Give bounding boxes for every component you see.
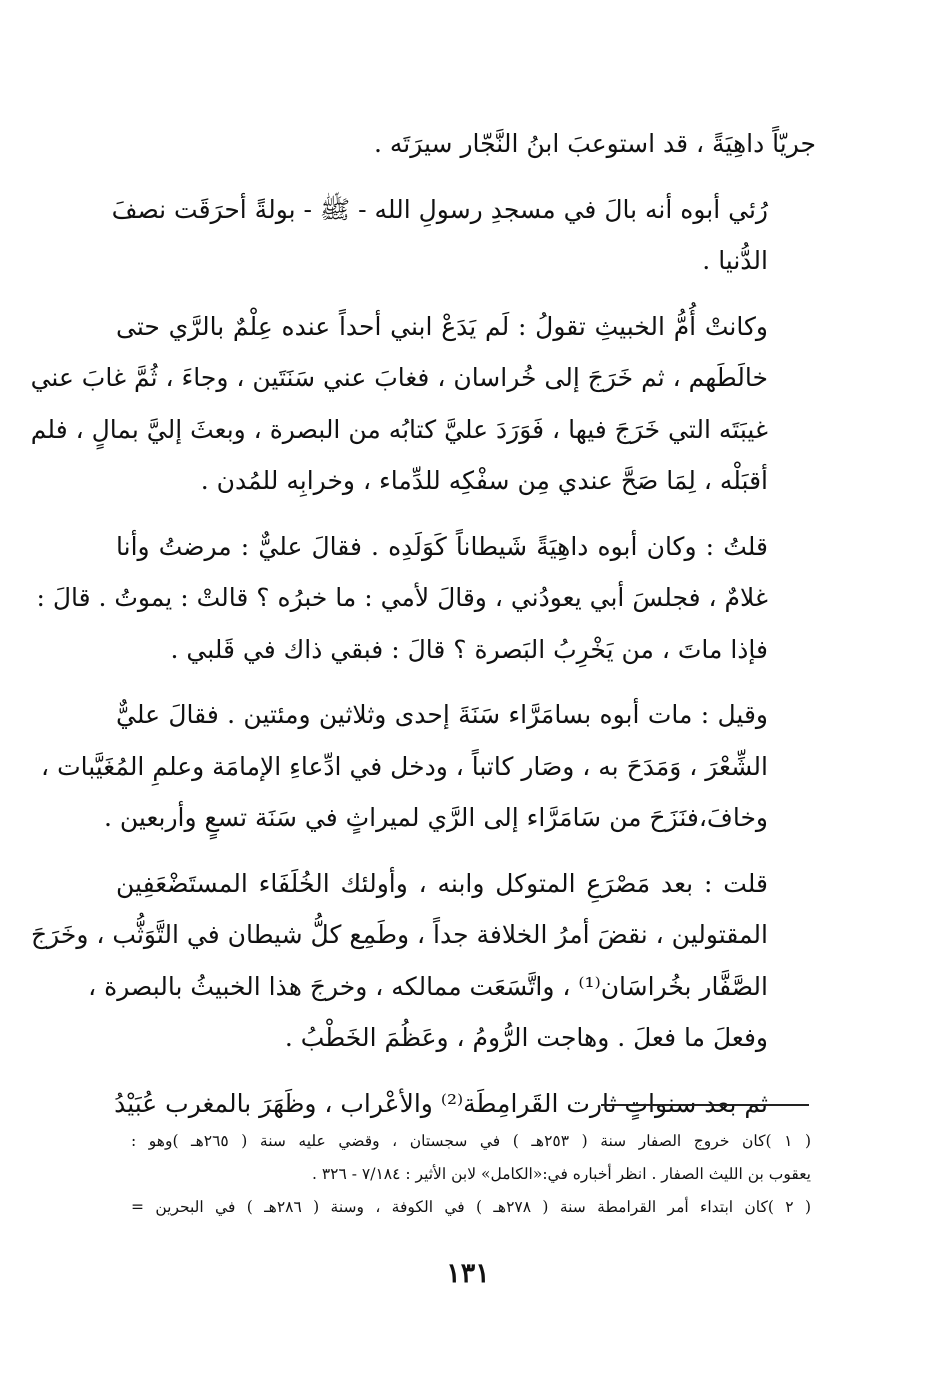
text-line: خالَطَهم ، ثم خَرَجَ إلى خُراسان ، فغابَ عني سَنَتَين ، وجاءَ ، ثُمَّ غابَ عني (30, 363, 768, 392)
text-line: غيبَتَه التي خَرَجَ فيها ، فَوَرَدَ عليَّ كتابُه من البصرة ، وبعثَ إليَّ بمالٍ ، فلم (30, 414, 768, 444)
text-line: وقيل : مات أبوه بسامَرَّاء سَنَةَ إحدى وثلاثين ومئتين . فقالَ عليٌّ (116, 700, 768, 729)
text-line: أقبَلْه ، لِمَا صَحَّ عندي مِن سفْكِه للدِّماء ، وخرابِه للمُدن . (200, 466, 768, 495)
text-line: غلامٌ ، فجلسَ أبي يعودُني ، وقالَ لأمي : ما خبرُه ؟ قالتْ : يموتُ . قالَ : (36, 583, 768, 612)
text-line: وخافَ،فنَزَحَ من سَامَرَّاء إلى الرَّي لميراثٍ في سَنَة تسعٍ وأربعين . (104, 803, 768, 832)
text-line: الشِّعْرَ ، وَمَدَحَ به ، وصَار كاتباً ، ودخل في ادِّعاءِ الإمامَة وعلمِ المُغَيَّبات ، (41, 751, 768, 781)
footnotes (131, 1125, 811, 1224)
paragraph-1 (116, 118, 816, 170)
text-line: فإذا ماتَ ، من يَخْرِبُ البَصرة ؟ قالَ : فبقي ذاك في قَلبي . (170, 634, 768, 664)
page-number: ١٣١ (446, 1258, 490, 1289)
paragraph-5 (41, 689, 816, 844)
main-text (30, 118, 816, 1143)
text-line: الصَّفَّار بخُراسَان⁽¹⁾ ، واتَّسَعَت ممالكه ، وخرجَ هذا الخبيثُ بالبصرة ، (88, 971, 768, 1001)
text-line: وكانتْ أُمُّ الخبيثِ تقولُ : لَم يَدَعْ ابني أحداً عنده عِلْمٌ بالرَّي حتى (116, 311, 768, 341)
text-line: قلتُ : وكان أبوه داهِيَةً شَيطاناً كَوَلَدِه . فقالَ عليٌّ : مرضتُ وأنا (116, 531, 768, 561)
footnote-line: ( ١ )كان خروج الصفار سنة ( ٢٥٣هـ ) في سجستان ، وقضي عليه سنة ( ٢٦٥هـ )وهو : (131, 1132, 811, 1150)
text-line: المقتولين ، نقضَ أمرُ الخلافة جداً ، وطَمِع كلُّ شيطان في التَّوَثُّب ، وخَرَجَ (31, 920, 768, 949)
footnote-line: ( ٢ )كان ابتداء أمر القرامطة سنة ( ٢٧٨هـ ) في الكوفة ، وسنة ( ٢٨٦هـ ) في البحرين = (131, 1198, 811, 1216)
paragraph-4 (36, 521, 816, 676)
footnote-line: يعقوب بن الليث الصفار . انظر أخباره في:«الكامل» لابن الأثير : ٧/١٨٤ - ٣٢٦ . (311, 1165, 811, 1183)
text-line: ثم بعد سنواتٍ ثارت القَرامِطَة⁽²⁾ والأعْراب ، وظَهَرَ بالمغرب عُبَيْدُ (114, 1088, 768, 1118)
text-line: قلت : بعد مَصْرَعِ المتوكل وابنه ، وأولئك الخُلَفَاء المستَضْعَفِين (116, 868, 768, 898)
footnote-separator (601, 1104, 809, 1106)
paragraph-3 (30, 301, 816, 507)
text-line: وفعلَ ما فعلَ . وهاجت الرُّومُ ، وعَظُمَ الخَطْبُ . (284, 1023, 768, 1052)
text-line: جريّاً داهِيَةً ، قد استوعبَ ابنُ النَّجّار سيرَتَه . (373, 129, 816, 158)
text-line: رُئي أبوه أنه بالَ في مسجدِ رسولِ الله - ﷺ - بولةً أحرَقَت نصفَ (111, 194, 768, 224)
paragraph-2 (111, 184, 816, 287)
paragraph-6 (31, 858, 816, 1064)
text-line: الدُّنيا . (702, 246, 768, 275)
